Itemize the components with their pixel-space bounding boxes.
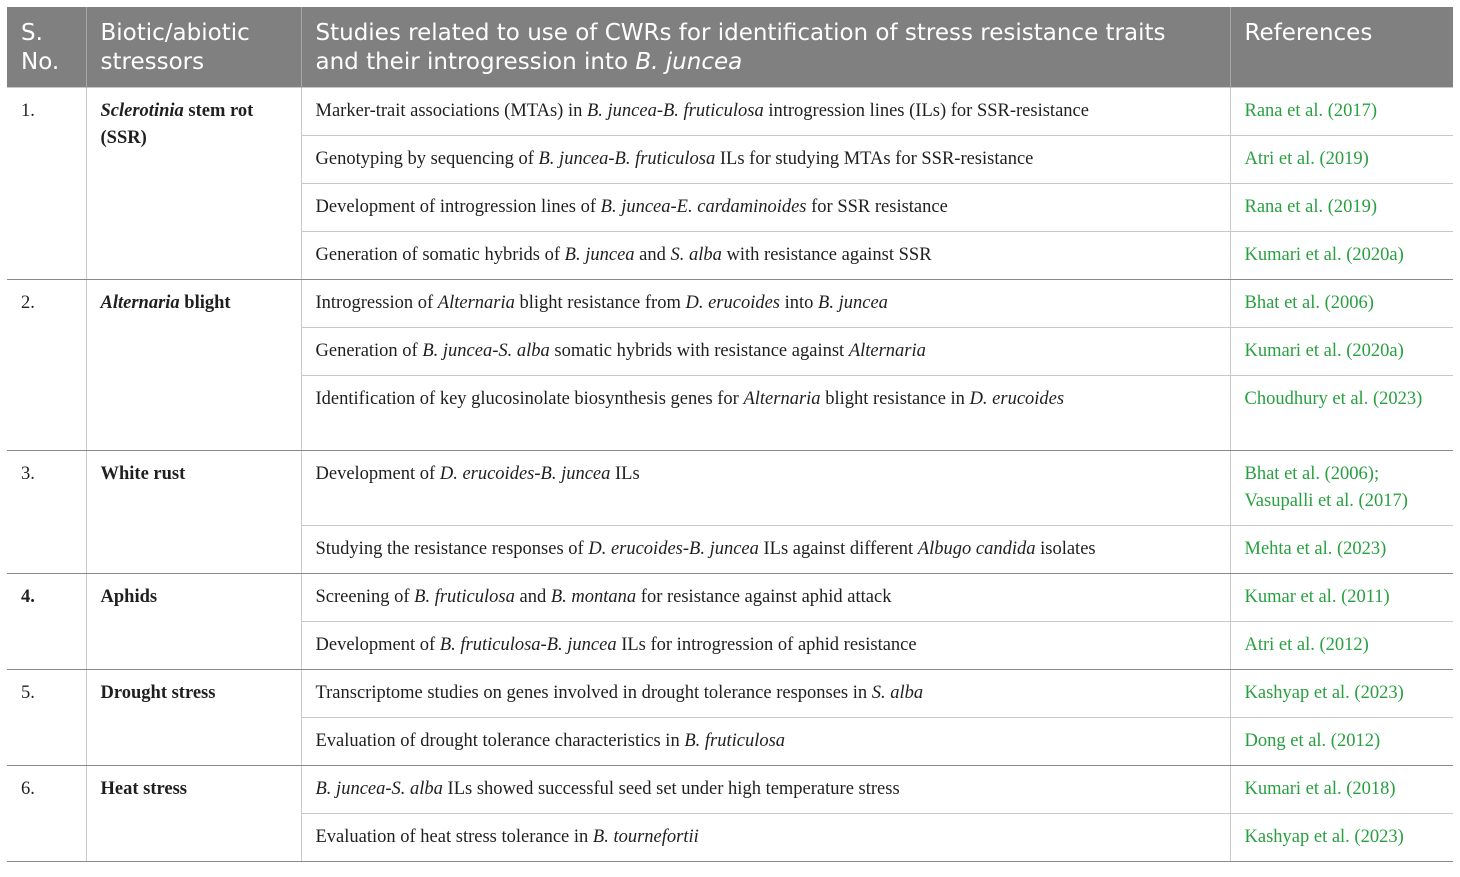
stressor-label: stem rot (SSR) — [100, 101, 254, 148]
stressor-genus: Alternaria — [100, 293, 180, 313]
species-name: S. alba — [871, 683, 924, 703]
reference-link[interactable]: Kumar et al. (2011) — [1230, 574, 1453, 622]
reference-link[interactable]: Kashyap et al. (2023) — [1230, 814, 1453, 862]
serial-number: 5. — [7, 670, 86, 766]
reference-link[interactable]: Atri et al. (2012) — [1230, 622, 1453, 670]
study-description: Screening of B. fruticulosa and B. montana for resistance against aphid attack — [301, 574, 1230, 622]
header-studies — [301, 7, 1230, 88]
stressor-name — [86, 574, 301, 670]
species-name: B. fruticulosa — [684, 731, 786, 751]
table-row — [7, 574, 1453, 622]
stressor-label: Aphids — [100, 587, 158, 607]
species-name: B. juncea-B. fruticulosa — [586, 101, 764, 121]
study-description: Transcriptome studies on genes involved in drought tolerance responses in S. alba — [301, 670, 1230, 718]
species-name: B. juncea-S. alba — [315, 779, 443, 799]
table-row — [7, 766, 1453, 814]
stressor-label: blight — [179, 293, 231, 313]
species-name: Alternaria — [848, 341, 926, 361]
serial-number: 3. — [7, 451, 86, 574]
study-description: Development of B. fruticulosa-B. juncea ILs for introgression of aphid resistance — [301, 622, 1230, 670]
study-description: Genotyping by sequencing of B. juncea-B. fruticulosa ILs for studying MTAs for SSR-resistance — [301, 136, 1230, 184]
table-header-row — [7, 7, 1453, 88]
table-row — [7, 280, 1453, 328]
stressor-name — [86, 280, 301, 451]
species-name: B. juncea-E. cardaminoides — [600, 197, 807, 217]
stress-resistance-table — [7, 7, 1453, 862]
species-name: B. montana — [550, 587, 637, 607]
study-description: Marker-trait associations (MTAs) in B. juncea-B. fruticulosa introgression lines (ILs) for SSR-resistance — [301, 88, 1230, 136]
species-name: B. tournefortii — [592, 827, 699, 847]
reference-link[interactable]: Kashyap et al. (2023) — [1230, 670, 1453, 718]
species-name: B. juncea — [818, 293, 888, 313]
study-description: Development of introgression lines of B. juncea-E. cardaminoides for SSR resistance — [301, 184, 1230, 232]
species-name: B. fruticulosa — [414, 587, 515, 607]
serial-number: 2. — [7, 280, 86, 451]
serial-number: 6. — [7, 766, 86, 862]
study-description: Development of D. erucoides-B. juncea ILs — [301, 451, 1230, 526]
serial-number: 1. — [7, 88, 86, 280]
table-row — [7, 670, 1453, 718]
reference-link[interactable]: Bhat et al. (2006); Vasupalli et al. (2017) — [1230, 451, 1453, 526]
header-references: References — [1230, 7, 1453, 88]
stressor-name — [86, 88, 301, 280]
table-row — [7, 451, 1453, 526]
study-description: B. juncea-S. alba ILs showed successful seed set under high temperature stress — [301, 766, 1230, 814]
stressor-name — [86, 766, 301, 862]
header-studies-text: Studies related to use of CWRs for identification of stress resistance traits and their introgression into — [315, 20, 1166, 75]
species-name: B. fruticulosa-B. juncea — [439, 635, 617, 655]
study-description: Generation of B. juncea-S. alba somatic hybrids with resistance against Alternaria — [301, 328, 1230, 376]
species-name: B. juncea-S. alba — [422, 341, 550, 361]
reference-link[interactable]: Choudhury et al. (2023) — [1230, 376, 1453, 451]
stressor-label: Drought stress — [100, 683, 216, 703]
serial-number: 4. — [7, 574, 86, 670]
species-name: S. alba — [670, 245, 722, 265]
stressor-name — [86, 451, 301, 574]
species-name: B. juncea-B. fruticulosa — [538, 149, 716, 169]
study-description: Studying the resistance responses of D. erucoides-B. juncea ILs against different Albugo candida isolates — [301, 526, 1230, 574]
species-name: D. erucoides-B. juncea — [439, 464, 611, 484]
table-row — [7, 88, 1453, 136]
species-name: D. erucoides — [969, 389, 1065, 409]
stressor-name — [86, 670, 301, 766]
header-stressors: Biotic/abiotic stressors — [86, 7, 301, 88]
stressor-label: White rust — [100, 464, 186, 484]
reference-link[interactable]: Kumari et al. (2020a) — [1230, 328, 1453, 376]
stressor-label: Heat stress — [100, 779, 187, 799]
header-sno: S. No. — [7, 7, 86, 88]
species-name: Alternaria — [437, 293, 515, 313]
reference-link[interactable]: Kumari et al. (2018) — [1230, 766, 1453, 814]
species-name: Alternaria — [743, 389, 821, 409]
study-description: Evaluation of heat stress tolerance in B. tournefortii — [301, 814, 1230, 862]
reference-link[interactable]: Bhat et al. (2006) — [1230, 280, 1453, 328]
reference-link[interactable]: Dong et al. (2012) — [1230, 718, 1453, 766]
species-name: D. erucoides-B. juncea — [588, 539, 759, 559]
study-description: Generation of somatic hybrids of B. juncea and S. alba with resistance against SSR — [301, 232, 1230, 280]
reference-link[interactable]: Kumari et al. (2020a) — [1230, 232, 1453, 280]
study-description: Introgression of Alternaria blight resistance from D. erucoides into B. juncea — [301, 280, 1230, 328]
study-description: Identification of key glucosinolate biosynthesis genes for Alternaria blight resistance in D. erucoides — [301, 376, 1230, 451]
species-name: Albugo candida — [917, 539, 1036, 559]
species-name: D. erucoides — [685, 293, 781, 313]
reference-link[interactable]: Rana et al. (2019) — [1230, 184, 1453, 232]
stressor-genus: Sclerotinia — [100, 101, 184, 121]
reference-link[interactable]: Mehta et al. (2023) — [1230, 526, 1453, 574]
header-studies-species: B. juncea — [635, 49, 743, 75]
species-name: B. juncea — [564, 245, 635, 265]
reference-link[interactable]: Rana et al. (2017) — [1230, 88, 1453, 136]
study-description: Evaluation of drought tolerance characteristics in B. fruticulosa — [301, 718, 1230, 766]
reference-link[interactable]: Atri et al. (2019) — [1230, 136, 1453, 184]
